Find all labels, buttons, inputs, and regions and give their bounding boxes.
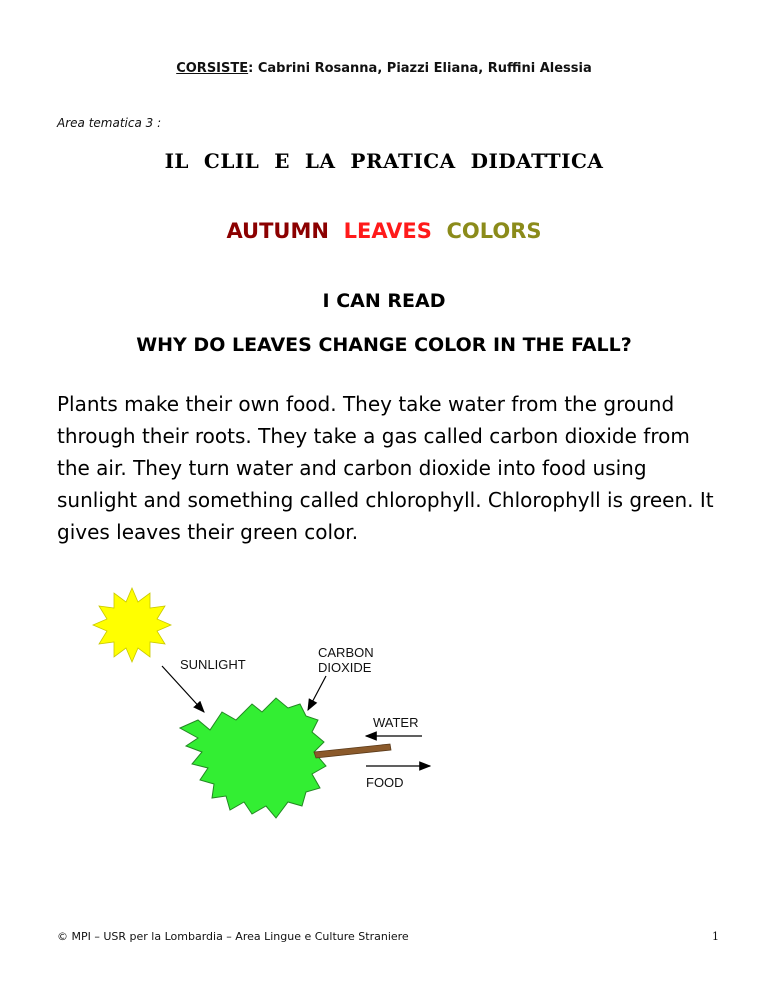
sunlight-label: SUNLIGHT [180,657,246,672]
dioxide-label: DIOXIDE [318,660,372,675]
corsiste-line [0,61,768,76]
subtitle [0,219,768,243]
body-paragraph: Plants make their own food. They take water from the ground through their roots. They take a gas called carbon dioxide from the air. They turn water and carbon dioxide into food using sunlight and something called chlorophyll. Chlorophyll is green. It gives leaves their green color. [57,392,714,544]
leaf-icon [180,698,326,818]
page-number: 1 [712,930,719,943]
carbon-label: CARBON [318,645,374,660]
food-label: FOOD [366,775,404,790]
corsiste-names: : Cabrini Rosanna, Piazzi Eliana, Ruffini Alessia [248,61,592,76]
subtitle-word-leaves: LEAVES [343,219,432,243]
subtitle-word-autumn: AUTUMN [226,219,329,243]
area-tematica: Area tematica 3 : [57,116,162,130]
carbon-arrow [308,676,326,710]
subtitle-word-colors: COLORS [446,219,542,243]
corsiste-label: CORSISTE [176,61,249,76]
footer-text: © MPI – USR per la Lombardia – Area Lingue e Culture Straniere [57,930,409,943]
sunlight-arrow [162,666,204,712]
water-label: WATER [373,715,419,730]
sun-icon [93,588,171,662]
question-heading: WHY DO LEAVES CHANGE COLOR IN THE FALL? [136,334,632,356]
leaf-stem [314,744,391,758]
main-title: IL CLIL E LA PRATICA DIDATTICA [164,149,604,173]
section-title: I CAN READ [322,290,446,312]
